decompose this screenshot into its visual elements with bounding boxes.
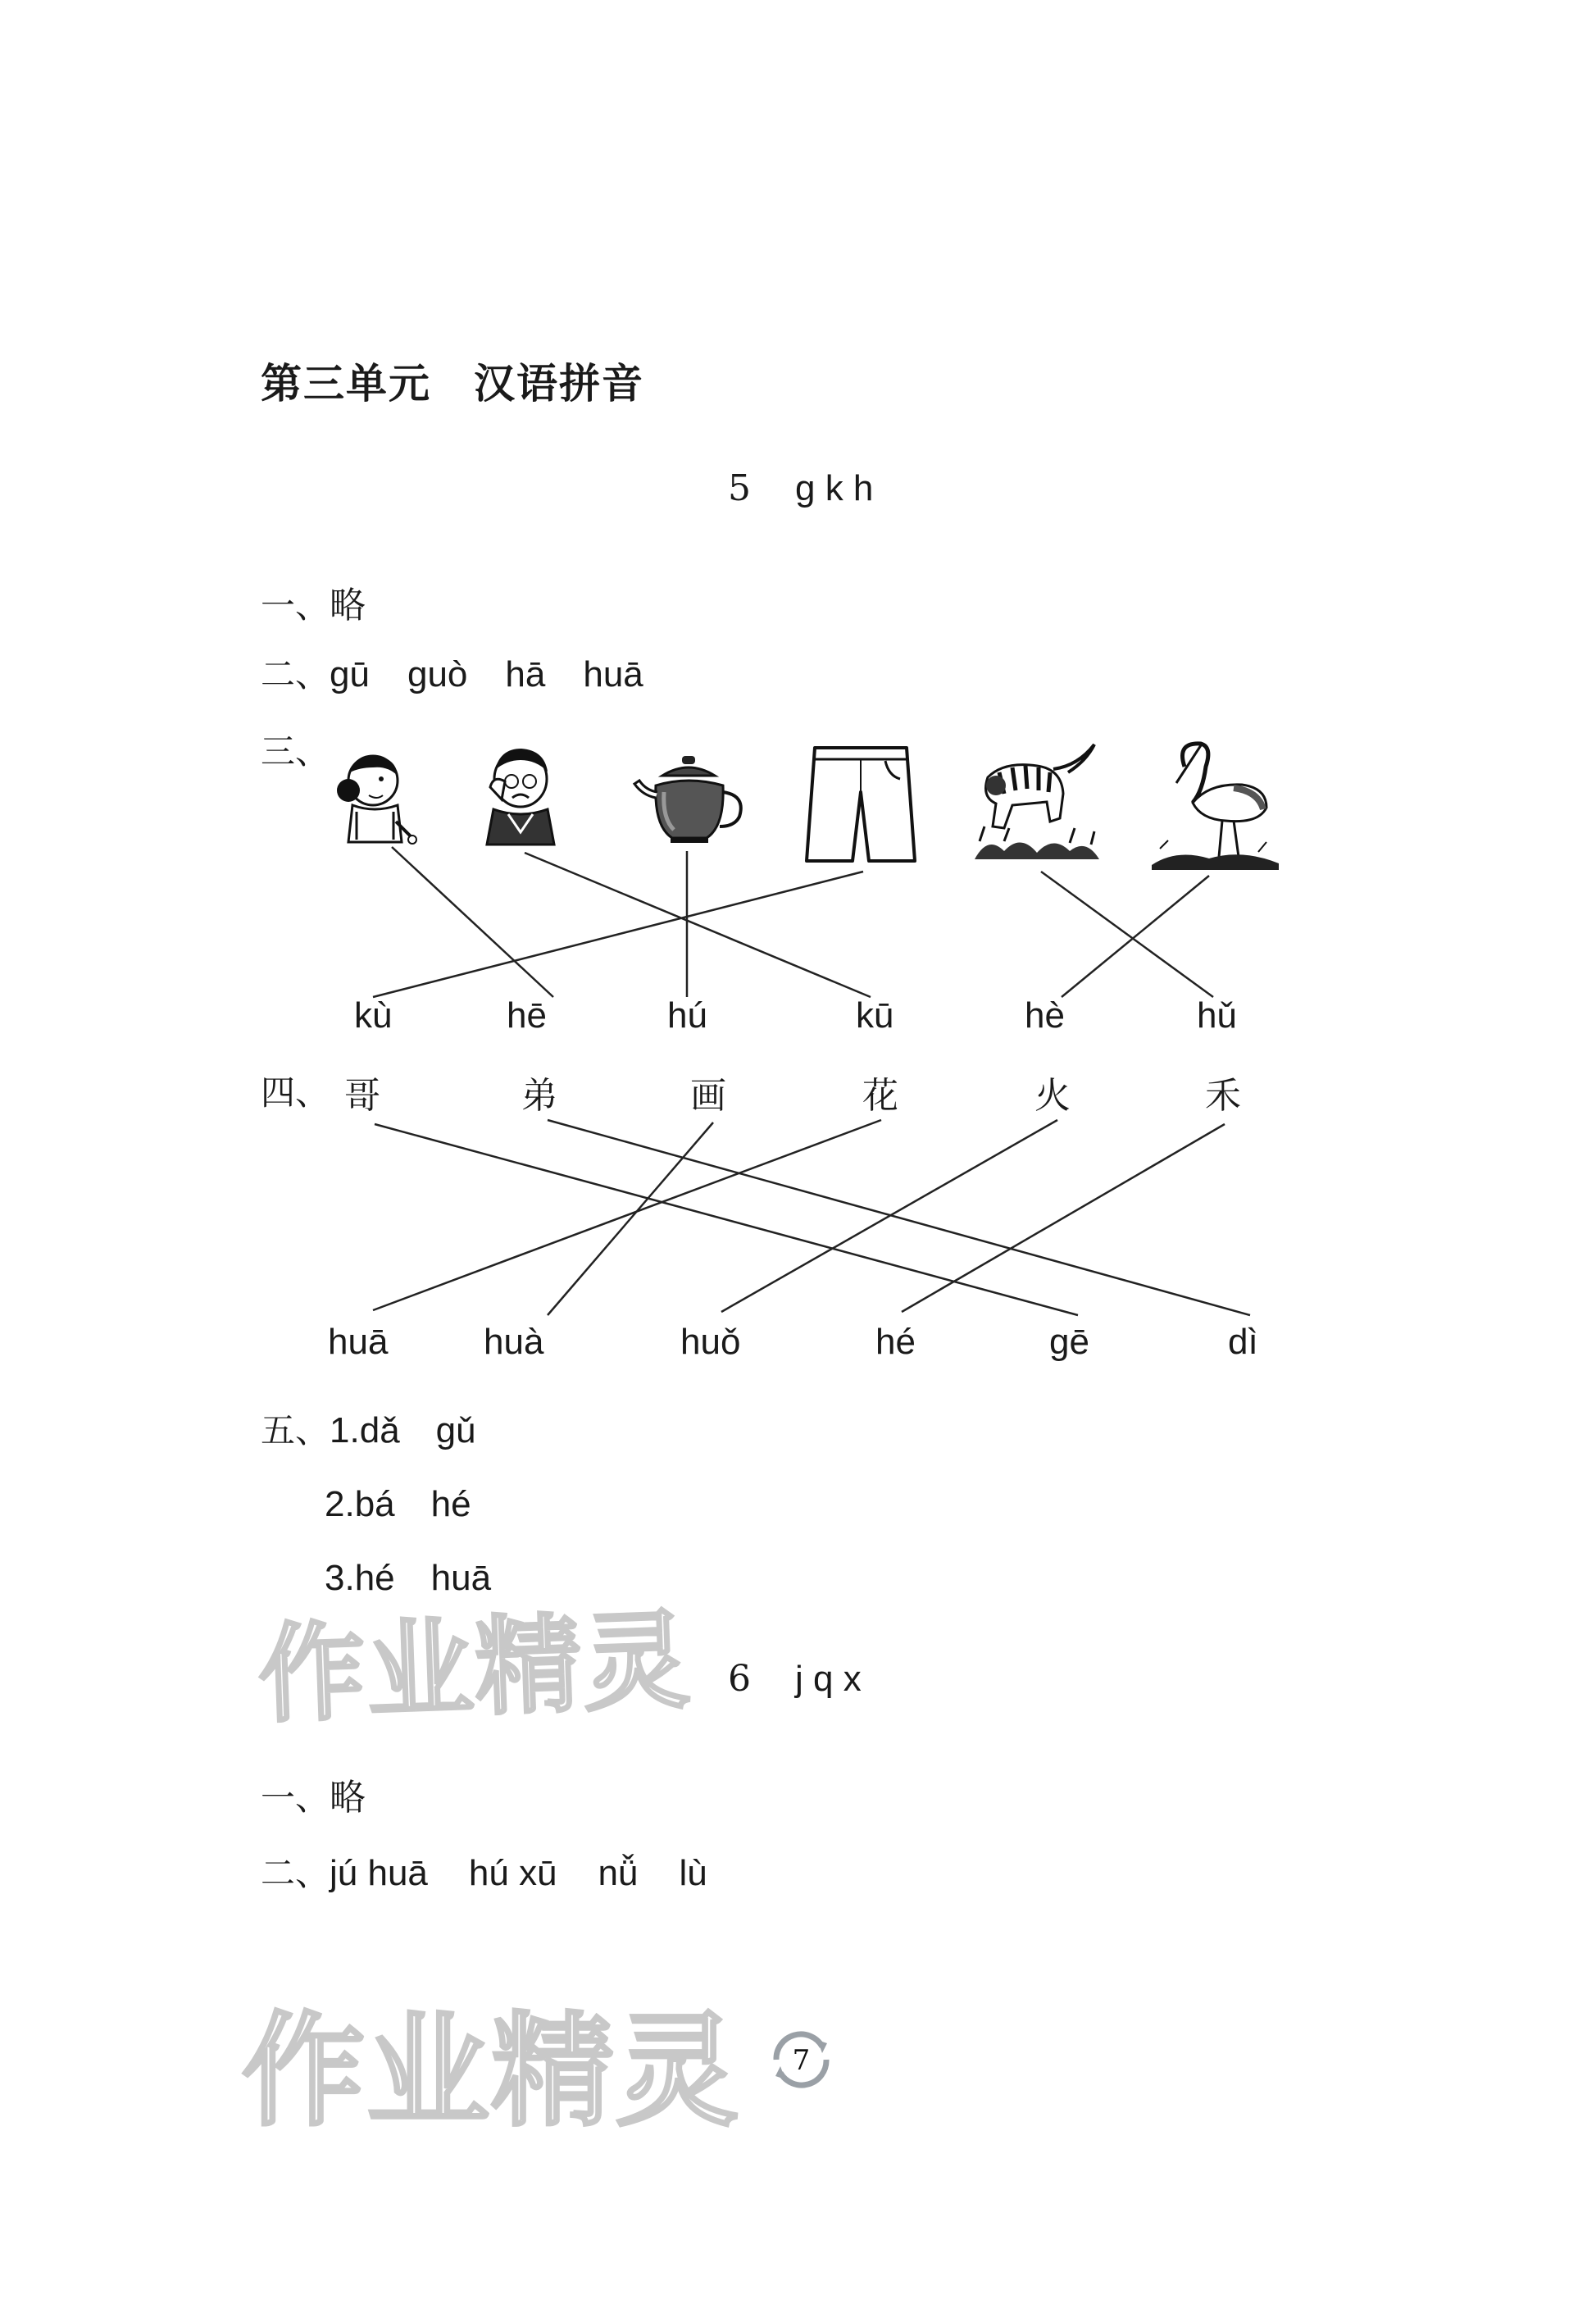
q4-match-line <box>548 1120 1250 1315</box>
q5-text: dǎ gǔ <box>359 1410 476 1450</box>
lesson-6-title: j q x <box>795 1659 862 1699</box>
l5-q1-answer: 略 <box>330 585 366 626</box>
q4-pinyin: dì <box>1228 1322 1258 1362</box>
q4-pinyin: gē <box>1049 1322 1089 1362</box>
q3-pinyin: hè <box>1025 995 1065 1036</box>
q4-pinyin: huǒ <box>680 1322 741 1362</box>
q4-match-line <box>373 1120 881 1310</box>
q5-num: 1. <box>330 1410 360 1450</box>
q4-hanzi: 画 <box>690 1075 726 1117</box>
q4-match-line <box>548 1122 713 1315</box>
q4-match-line <box>902 1124 1225 1312</box>
l6-question-1 <box>261 1768 366 1820</box>
q3-match-line <box>392 847 553 997</box>
l5-q2-label: 二、 <box>261 654 330 694</box>
l6-q2-item: hú xū <box>468 1853 557 1893</box>
l5-q1-label: 一、 <box>261 585 330 626</box>
l5-q4-label: 四、 <box>261 1072 330 1113</box>
q4-match-line <box>721 1120 1057 1312</box>
l5-q2-item: huā <box>583 654 643 694</box>
lesson-6-heading <box>728 1658 862 1700</box>
q3-pinyin: hú <box>667 995 707 1036</box>
q3-match-line <box>525 853 871 997</box>
l6-q2-label: 二、 <box>261 1853 330 1893</box>
l5-q2-item: gū <box>330 654 370 694</box>
q5-num: 2. <box>325 1484 355 1524</box>
q3-pinyin: hǔ <box>1197 995 1237 1036</box>
q4-pinyin: huā <box>328 1322 389 1362</box>
q4-hanzi: 禾 <box>1205 1075 1241 1117</box>
page-number: 7 <box>792 2044 811 2077</box>
q3-pinyin: hē <box>507 995 547 1036</box>
watermark-logo: 作业精灵 <box>242 2001 741 2143</box>
lesson-5-title: g k h <box>795 468 874 508</box>
q3-pinyin: kù <box>354 995 393 1036</box>
lesson-6-number: 6 <box>728 1658 751 1700</box>
l5-q5-line-1 <box>261 1400 476 1453</box>
q4-hanzi: 火 <box>1034 1075 1071 1117</box>
page-number-badge <box>766 2025 836 2095</box>
q4-pinyin: huà <box>484 1322 544 1362</box>
q5-num: 3. <box>325 1558 355 1598</box>
l5-q2-item: hā <box>505 654 546 694</box>
q4-pinyin: hé <box>875 1322 916 1362</box>
l6-q2-item: nǚ <box>598 1853 639 1893</box>
q4-match-line <box>375 1124 1078 1315</box>
l5-q5-label: 五、 <box>261 1410 330 1450</box>
unit-title: 第三单元 汉语拼音 <box>261 359 644 408</box>
l5-q3-label: 三、 <box>261 731 330 772</box>
q4-hanzi: 哥 <box>344 1075 380 1117</box>
l5-q5-line-2 <box>325 1474 471 1527</box>
watermark-logo: 作业精灵 <box>256 1597 693 1738</box>
q3-pinyin: kū <box>856 995 894 1036</box>
l6-q2-item: lù <box>679 1853 707 1893</box>
q5-text: bá hé <box>354 1484 471 1524</box>
l6-q2-item: jú huā <box>330 1853 428 1893</box>
l6-q1-label: 一、 <box>261 1778 330 1818</box>
q3-match-line <box>373 872 863 997</box>
l5-q2-item: guò <box>407 654 468 694</box>
q4-hanzi: 弟 <box>521 1075 557 1117</box>
q4-hanzi: 花 <box>862 1075 898 1117</box>
q3-match-line <box>1041 872 1213 997</box>
q5-text: hé huā <box>354 1558 492 1598</box>
lesson-5-number: 5 <box>728 467 751 509</box>
l6-question-2 <box>261 1846 707 1896</box>
l6-q1-answer: 略 <box>330 1777 366 1819</box>
